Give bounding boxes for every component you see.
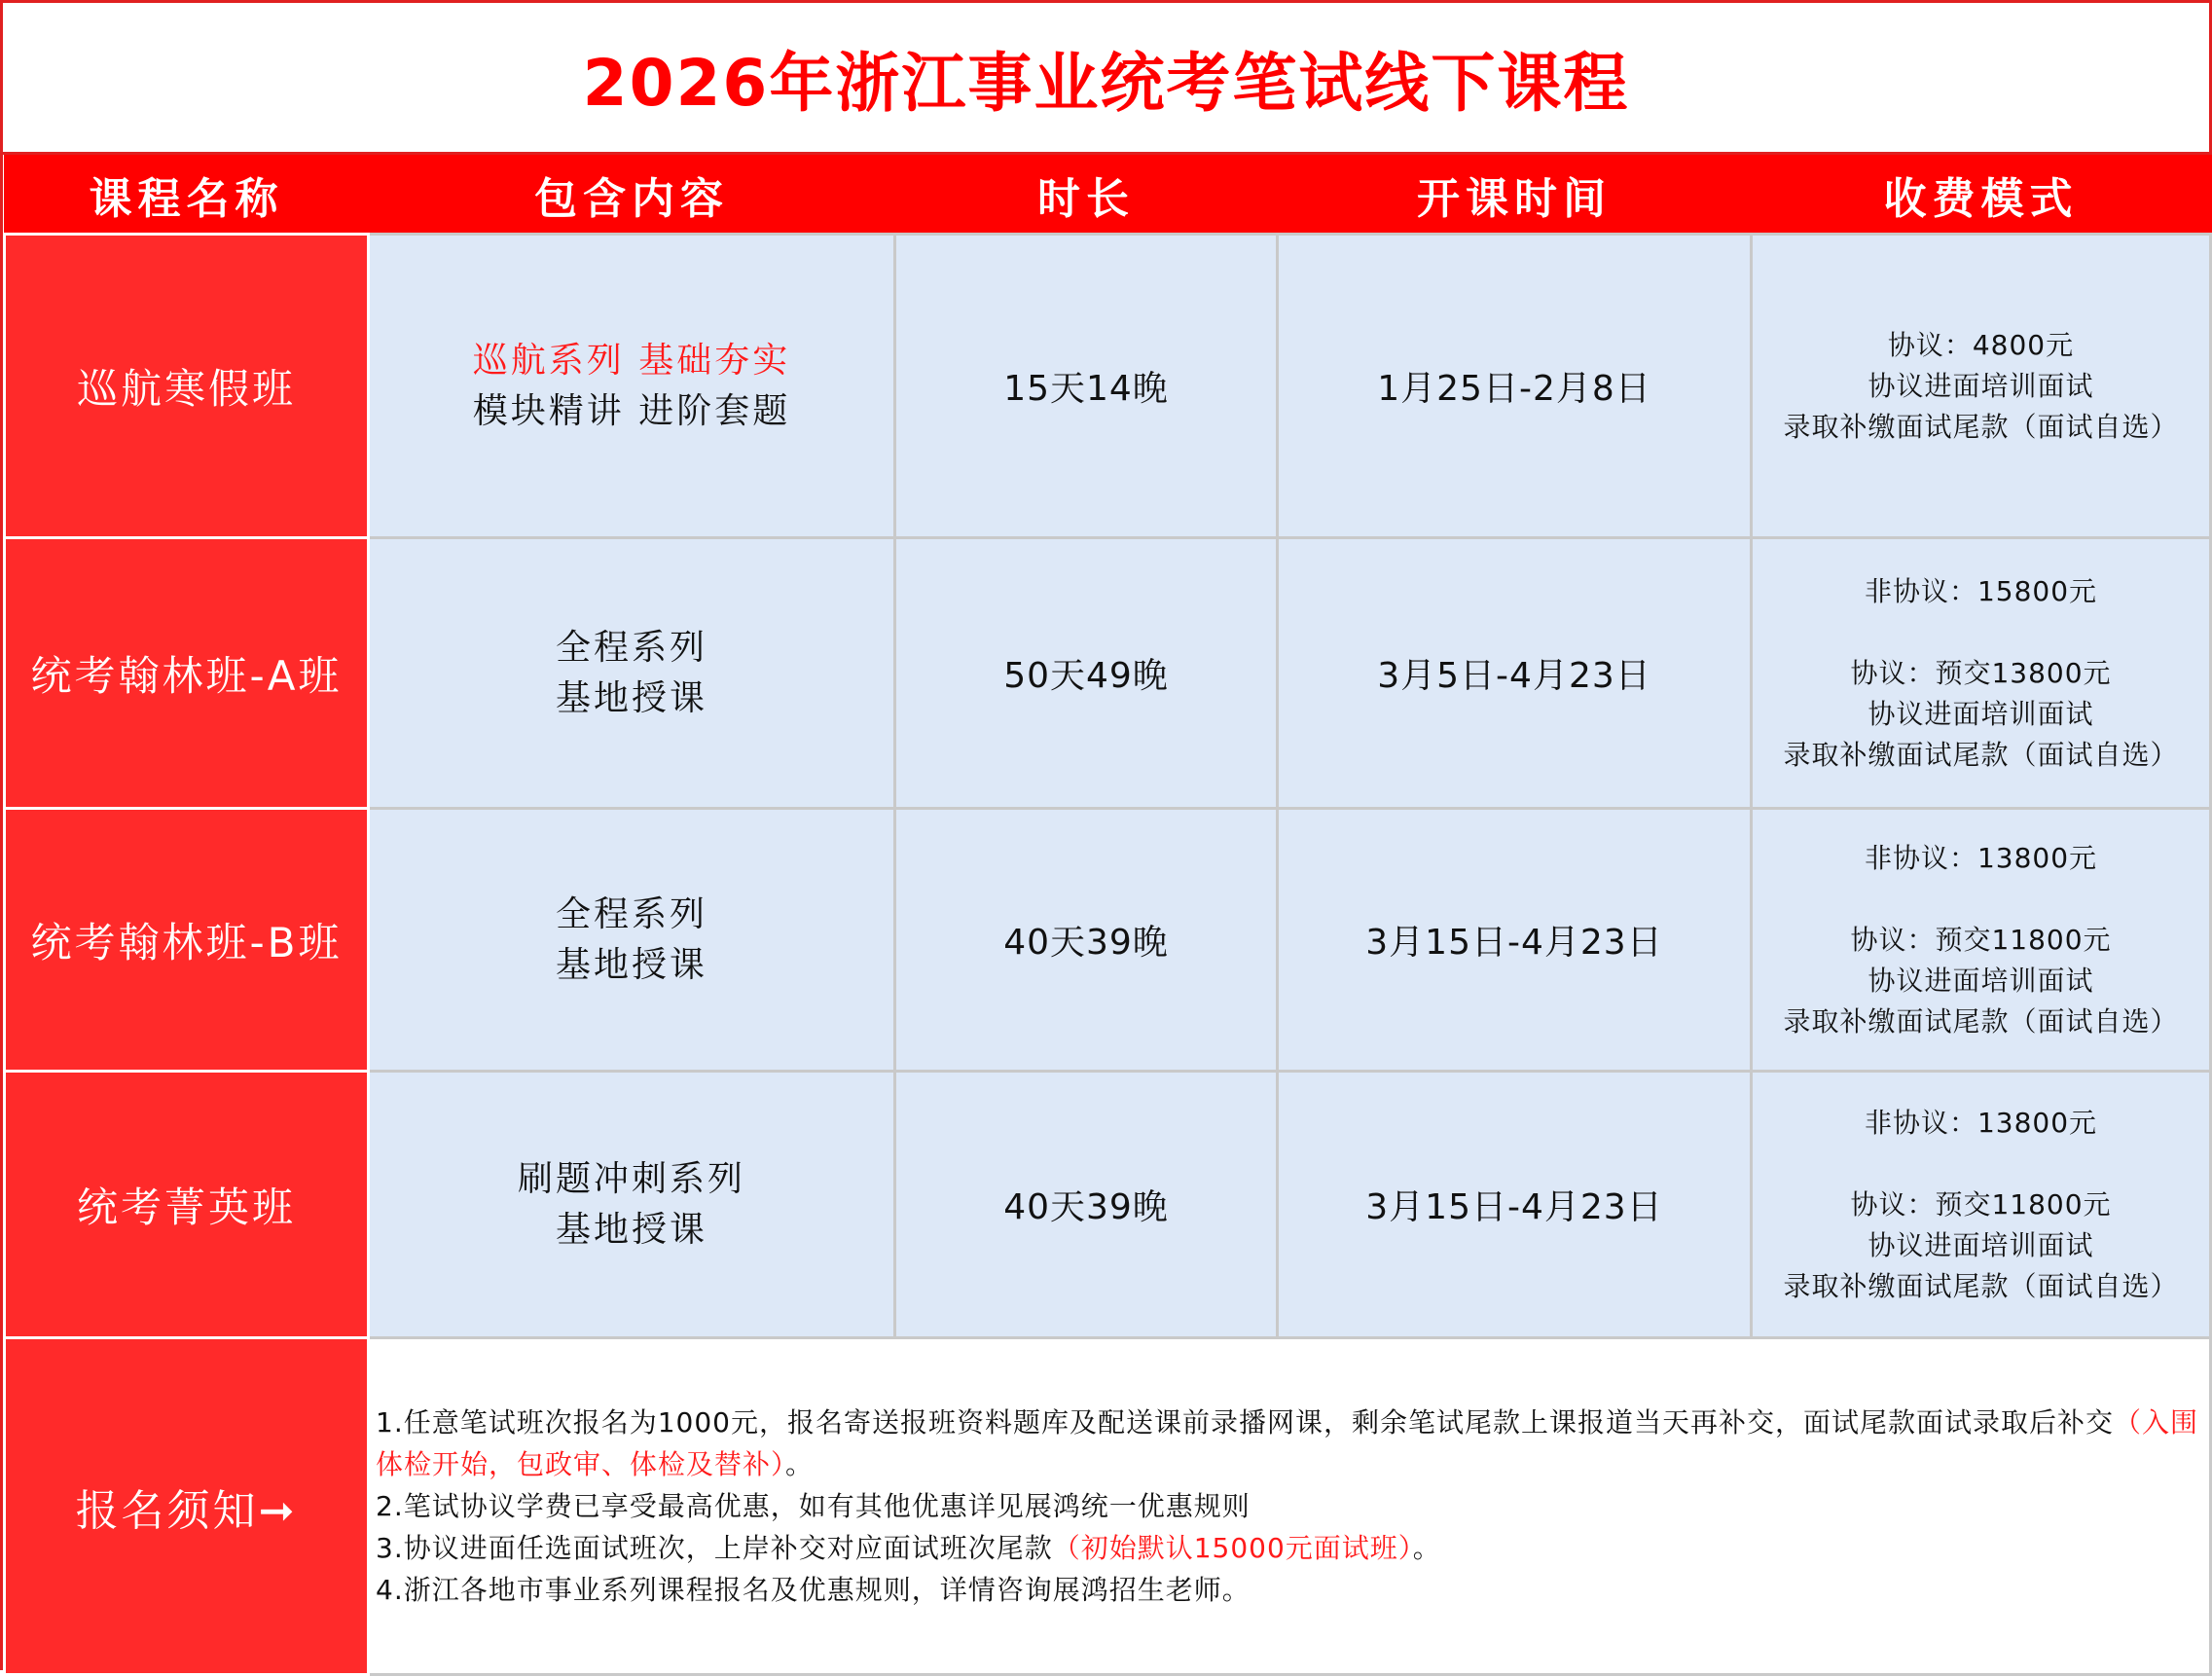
- arrow-right-icon: ➞: [258, 1485, 298, 1536]
- fee-line: 录取补缴面试尾款（面试自选）: [1783, 1004, 2179, 1038]
- note-item: [376, 1527, 2199, 1569]
- fee-line: 录取补缴面试尾款（面试自选）: [1783, 738, 2179, 771]
- course-table: [3, 155, 2212, 1676]
- content-line: 基地授课: [555, 1209, 707, 1250]
- content-line: 刷题冲刺系列: [517, 1158, 745, 1199]
- fee-line: 协议进面培训面试: [1868, 1228, 2094, 1261]
- course-content: [369, 1072, 895, 1338]
- table-row: [5, 1072, 2211, 1338]
- note-item: 4.浙江各地市事业系列课程报名及优惠规则，详情咨询展鸿招生老师。: [376, 1574, 1251, 1606]
- header-row: [5, 156, 2211, 235]
- course-name: 统考翰林班-A班: [5, 538, 369, 809]
- fee-spacer: [1753, 612, 2209, 653]
- course-start-time: 1月25日-2月8日: [1278, 235, 1752, 538]
- fee-spacer: [1753, 879, 2209, 920]
- content-line: 全程系列: [555, 893, 707, 934]
- note-text: 1.任意笔试班次报名为1000元，报名寄送报班资料题库及配送课前录播网课，剩余笔试尾款上课报道当天再补交，面试尾款面试录取后补交: [376, 1406, 2114, 1439]
- content-line: 全程系列: [555, 627, 707, 668]
- content-line: 基地授课: [555, 944, 707, 985]
- note-highlight: （初始默认15000元面试班）: [1052, 1532, 1413, 1564]
- course-duration: 40天39晚: [895, 1072, 1278, 1338]
- course-duration: 15天14晚: [895, 235, 1278, 538]
- fee-line: 录取补缴面试尾款（面试自选）: [1783, 1269, 2179, 1302]
- notes-label: [5, 1338, 369, 1675]
- note-text: 。: [1412, 1532, 1441, 1564]
- fee-line: 协议进面培训面试: [1868, 369, 2094, 402]
- notes-body: [369, 1338, 2211, 1675]
- content-line: 基地授课: [555, 677, 707, 718]
- table-row: [5, 235, 2211, 538]
- course-start-time: 3月15日-4月23日: [1278, 809, 1752, 1072]
- header-duration: 时长: [895, 156, 1278, 235]
- course-content: [369, 809, 895, 1072]
- fee-line: 协议：预交13800元: [1850, 656, 2112, 689]
- content-line: 模块精讲 进阶套题: [472, 390, 791, 431]
- course-name: 统考翰林班-B班: [5, 809, 369, 1072]
- content-line: 巡航系列 基础夯实: [472, 340, 791, 381]
- course-fee: [1752, 235, 2211, 538]
- fee-line: 录取补缴面试尾款（面试自选）: [1783, 410, 2179, 443]
- course-content: [369, 235, 895, 538]
- note-item: [376, 1402, 2199, 1485]
- fee-line: 协议进面培训面试: [1868, 697, 2094, 730]
- fee-line: 非协议：13800元: [1864, 1106, 2098, 1139]
- course-start-time: 3月5日-4月23日: [1278, 538, 1752, 809]
- course-content: [369, 538, 895, 809]
- course-duration: 40天39晚: [895, 809, 1278, 1072]
- fee-line: 非协议：13800元: [1864, 841, 2098, 874]
- fee-line: 协议进面培训面试: [1868, 964, 2094, 997]
- header-fee-mode: 收费模式: [1752, 156, 2211, 235]
- course-fee: [1752, 1072, 2211, 1338]
- note-text: 。: [785, 1448, 815, 1480]
- note-highlight: （入围体检开始，包政审、体检及替补）: [376, 1406, 2198, 1480]
- fee-line: 协议：4800元: [1887, 328, 2075, 361]
- course-start-time: 3月15日-4月23日: [1278, 1072, 1752, 1338]
- table-row: [5, 538, 2211, 809]
- header-content: 包含内容: [369, 156, 895, 235]
- notes-label-text: 报名须知: [75, 1485, 259, 1536]
- note-text: 3.协议进面任选面试班次，上岸补交对应面试班次尾款: [376, 1532, 1053, 1564]
- note-item: 2.笔试协议学费已享受最高优惠，如有其他优惠详见展鸿统一优惠规则: [376, 1490, 1251, 1522]
- course-duration: 50天49晚: [895, 538, 1278, 809]
- fee-line: 协议：预交11800元: [1850, 1187, 2112, 1221]
- course-fee: [1752, 809, 2211, 1072]
- page-title: 2026年浙江事业统考笔试线下课程: [3, 3, 2209, 155]
- course-fee: [1752, 538, 2211, 809]
- header-course-name: 课程名称: [5, 156, 369, 235]
- header-start-time: 开课时间: [1278, 156, 1752, 235]
- course-name: 统考菁英班: [5, 1072, 369, 1338]
- course-name: 巡航寒假班: [5, 235, 369, 538]
- fee-spacer: [1753, 1144, 2209, 1184]
- fee-line: 协议：预交11800元: [1850, 923, 2112, 956]
- table-row: [5, 809, 2211, 1072]
- notes-row: [5, 1338, 2211, 1675]
- fee-line: 非协议：15800元: [1864, 574, 2098, 607]
